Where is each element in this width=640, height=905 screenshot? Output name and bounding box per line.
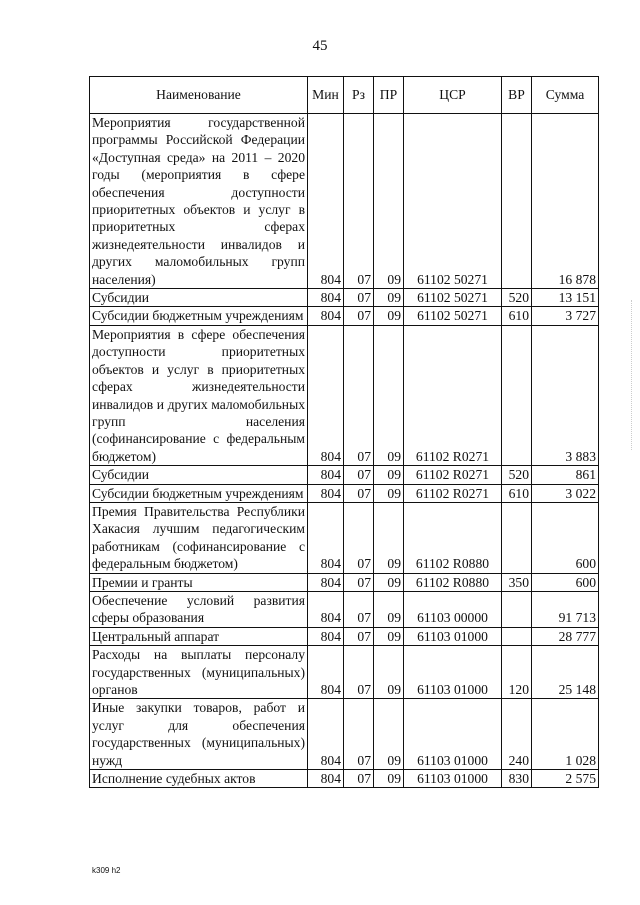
cell-rz: 07 (344, 591, 374, 627)
cell-rz: 07 (344, 466, 374, 484)
cell-vr: 610 (502, 307, 532, 325)
table-body (90, 114, 599, 788)
cell-csr: 61102 R0271 (404, 484, 502, 502)
table-row (90, 591, 599, 627)
cell-rz: 07 (344, 114, 374, 289)
cell-min: 804 (308, 289, 344, 307)
cell-name: Премия Правительства Республики Хакасия лучшим педагогическим работникам (софинансирование с федеральным бюджетом) (90, 502, 308, 573)
cell-pr: 09 (374, 114, 404, 289)
header-vr: ВР (502, 77, 532, 114)
cell-csr: 61103 01000 (404, 699, 502, 770)
cell-name: Субсидии бюджетным учреждениям (90, 307, 308, 325)
budget-table (89, 76, 599, 788)
cell-min: 804 (308, 646, 344, 699)
cell-sum: 600 (532, 573, 599, 591)
cell-rz: 07 (344, 646, 374, 699)
cell-rz: 07 (344, 770, 374, 788)
cell-rz: 07 (344, 325, 374, 465)
cell-pr: 09 (374, 627, 404, 645)
cell-rz: 07 (344, 307, 374, 325)
table-row (90, 573, 599, 591)
cell-name: Субсидии бюджетным учреждениям (90, 484, 308, 502)
cell-name: Расходы на выплаты персоналу государственных (муниципальных) органов (90, 646, 308, 699)
cell-pr: 09 (374, 591, 404, 627)
cell-csr: 61103 01000 (404, 646, 502, 699)
cell-rz: 07 (344, 699, 374, 770)
cell-name: Обеспечение условий развития сферы образования (90, 591, 308, 627)
header-rz: Рз (344, 77, 374, 114)
cell-csr: 61102 R0880 (404, 502, 502, 573)
cell-min: 804 (308, 325, 344, 465)
cell-vr: 120 (502, 646, 532, 699)
cell-min: 804 (308, 502, 344, 573)
cell-sum: 600 (532, 502, 599, 573)
cell-vr: 830 (502, 770, 532, 788)
cell-sum: 3 727 (532, 307, 599, 325)
cell-sum: 13 151 (532, 289, 599, 307)
cell-pr: 09 (374, 502, 404, 573)
cell-sum: 25 148 (532, 646, 599, 699)
cell-name: Центральный аппарат (90, 627, 308, 645)
cell-min: 804 (308, 114, 344, 289)
cell-sum: 3 022 (532, 484, 599, 502)
table-row (90, 289, 599, 307)
cell-min: 804 (308, 573, 344, 591)
cell-vr (502, 114, 532, 289)
cell-csr: 61102 50271 (404, 114, 502, 289)
table-row (90, 699, 599, 770)
cell-sum: 16 878 (532, 114, 599, 289)
cell-vr: 610 (502, 484, 532, 502)
cell-csr: 61102 R0271 (404, 466, 502, 484)
cell-vr: 240 (502, 699, 532, 770)
cell-csr: 61102 50271 (404, 289, 502, 307)
cell-csr: 61103 01000 (404, 770, 502, 788)
cell-min: 804 (308, 770, 344, 788)
cell-name: Мероприятия государственной программы Российской Федерации «Доступная среда» на 2011 – 2020 годы (мероприятия в сфере обеспечения доступности приоритетных объектов и услуг в приоритетных сферах жизнедеятельности инвалидов и других маломобильных групп населения) (90, 114, 308, 289)
table-row (90, 484, 599, 502)
cell-name: Исполнение судебных актов (90, 770, 308, 788)
table-row (90, 114, 599, 289)
cell-min: 804 (308, 591, 344, 627)
cell-sum: 861 (532, 466, 599, 484)
cell-vr (502, 325, 532, 465)
header-min: Мин (308, 77, 344, 114)
table-row (90, 325, 599, 465)
table-row (90, 627, 599, 645)
cell-min: 804 (308, 699, 344, 770)
cell-vr (502, 627, 532, 645)
table-row (90, 466, 599, 484)
cell-sum: 28 777 (532, 627, 599, 645)
cell-min: 804 (308, 466, 344, 484)
cell-csr: 61102 R0271 (404, 325, 502, 465)
cell-pr: 09 (374, 484, 404, 502)
cell-pr: 09 (374, 289, 404, 307)
cell-sum: 1 028 (532, 699, 599, 770)
cell-name: Субсидии (90, 466, 308, 484)
table-row (90, 770, 599, 788)
cell-pr: 09 (374, 573, 404, 591)
cell-rz: 07 (344, 627, 374, 645)
cell-name: Субсидии (90, 289, 308, 307)
cell-rz: 07 (344, 484, 374, 502)
header-csr: ЦСР (404, 77, 502, 114)
cell-pr: 09 (374, 466, 404, 484)
cell-rz: 07 (344, 289, 374, 307)
cell-pr: 09 (374, 699, 404, 770)
page-number: 45 (312, 38, 328, 54)
cell-pr: 09 (374, 646, 404, 699)
cell-vr (502, 591, 532, 627)
cell-sum: 91 713 (532, 591, 599, 627)
table-row (90, 646, 599, 699)
cell-sum: 2 575 (532, 770, 599, 788)
cell-pr: 09 (374, 770, 404, 788)
scan-margin-marks (631, 300, 634, 450)
cell-pr: 09 (374, 325, 404, 465)
cell-vr: 350 (502, 573, 532, 591)
cell-csr: 61103 01000 (404, 627, 502, 645)
cell-vr: 520 (502, 289, 532, 307)
footer-code: k309 h2 (92, 866, 121, 875)
cell-vr (502, 502, 532, 573)
cell-rz: 07 (344, 573, 374, 591)
cell-name: Иные закупки товаров, работ и услуг для обеспечения государственных (муниципальных) нужд (90, 699, 308, 770)
table-header-row (90, 77, 599, 114)
cell-csr: 61102 R0880 (404, 573, 502, 591)
cell-vr: 520 (502, 466, 532, 484)
cell-csr: 61103 00000 (404, 591, 502, 627)
cell-rz: 07 (344, 502, 374, 573)
cell-min: 804 (308, 307, 344, 325)
table-row (90, 307, 599, 325)
table-row (90, 502, 599, 573)
cell-csr: 61102 50271 (404, 307, 502, 325)
cell-min: 804 (308, 484, 344, 502)
cell-pr: 09 (374, 307, 404, 325)
cell-sum: 3 883 (532, 325, 599, 465)
header-name: Наименование (90, 77, 308, 114)
header-sum: Сумма (532, 77, 599, 114)
cell-name: Премии и гранты (90, 573, 308, 591)
cell-min: 804 (308, 627, 344, 645)
header-pr: ПР (374, 77, 404, 114)
cell-name: Мероприятия в сфере обеспечения доступности приоритетных объектов и услуг в приоритетных сферах жизнедеятельности инвалидов и других маломобильных групп населения (софинансирование с федеральным бюджетом) (90, 325, 308, 465)
